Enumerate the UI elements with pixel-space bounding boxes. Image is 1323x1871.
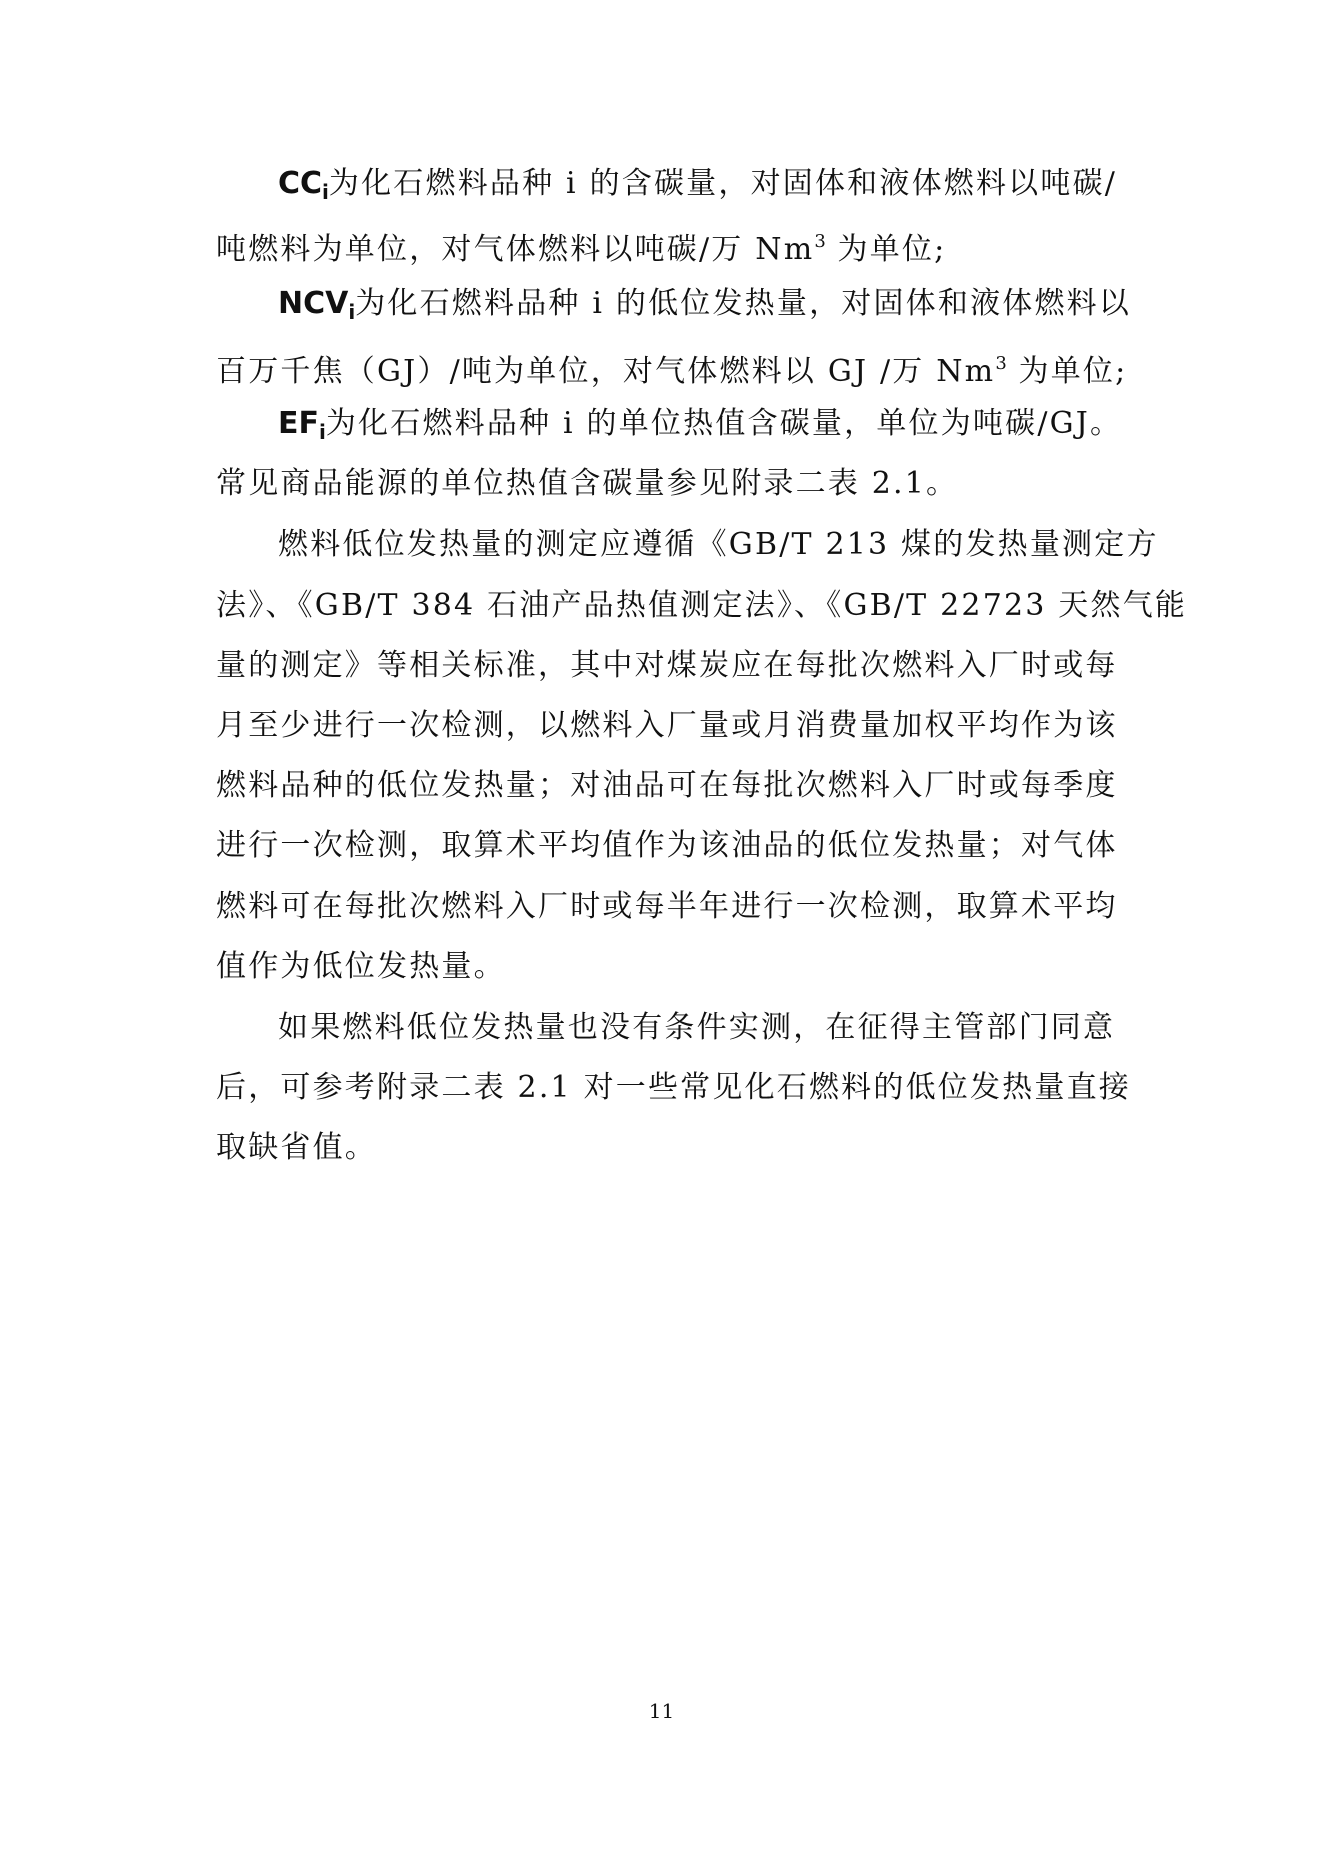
cc-symbol-subscript: i [322,180,329,204]
cc-definition-text-2: 吨燃料为单位，对气体燃料以吨碳/万 Nm [216,232,815,267]
ef-symbol-subscript: i [319,420,326,444]
cc-symbol [278,166,329,204]
standards-line-1 [278,523,1159,567]
default-value-text-1: 如果燃料低位发热量也没有条件实测，在征得主管部门同意 [278,1010,1116,1045]
standards-text-4: 月至少进行一次检测，以燃料入厂量或月消费量加权平均作为该 [216,708,1118,743]
standards-text-5: 燃料品种的低位发热量；对油品可在每批次燃料入厂时或每季度 [216,768,1118,803]
ef-definition-text-1: 为化石燃料品种 i 的单位热值含碳量，单位为吨碳/GJ。 [325,406,1123,441]
standards-text-8: 值作为低位发热量。 [216,949,506,984]
ef-definition-line-2 [216,462,1156,506]
cc-definition-text-1: 为化石燃料品种 i 的含碳量，对固体和液体燃料以吨碳/ [328,166,1118,201]
cc-definition-text-2-end: 为单位; [825,232,947,267]
ncv-definition-line-2 [216,342,1156,394]
ncv-definition-text-1: 为化石燃料品种 i 的低位发热量，对固体和液体燃料以 [355,286,1132,321]
ef-symbol-base: EF [278,406,319,441]
cc-symbol-base: CC [278,166,323,201]
standards-line-6 [216,824,1156,868]
ncv-symbol-subscript: i [348,300,356,324]
standards-line-4 [216,704,1156,748]
page-number: 11 [648,1699,675,1723]
default-value-line-2 [216,1066,1156,1110]
standards-text-7: 燃料可在每批次燃料入厂时或每半年进行一次检测，取算术平均 [216,889,1118,924]
default-value-text-2: 后，可参考附录二表 2.1 对一些常见化石燃料的低位发热量直接 [216,1070,1131,1105]
cc-unit-superscript: 3 [814,231,826,252]
default-value-line-3 [216,1126,1156,1170]
standards-line-3 [216,644,1156,688]
default-value-line-1 [278,1006,1156,1050]
ncv-symbol [278,286,356,324]
ncv-definition-line-1 [278,282,1156,334]
standards-text-6: 进行一次检测，取算术平均值作为该油品的低位发热量；对气体 [216,828,1118,863]
standards-line-7 [216,885,1156,929]
ef-definition-line-1 [278,402,1156,454]
ef-definition-text-2: 常见商品能源的单位热值含碳量参见附录二表 2.1。 [216,466,959,501]
cc-definition-line-2 [216,220,1156,272]
ncv-definition-text-2-end: 为单位; [1006,354,1128,389]
default-value-text-3: 取缺省值。 [216,1130,377,1165]
ncv-symbol-base: NCV [278,286,349,321]
standards-line-5 [216,764,1156,808]
ncv-definition-text-2: 百万千焦（GJ）/吨为单位，对气体燃料以 GJ /万 Nm [216,354,996,389]
standards-line-2 [216,584,1188,628]
ncv-unit-superscript: 3 [995,353,1007,374]
standards-text-3: 量的测定》等相关标准，其中对煤炭应在每批次燃料入厂时或每 [216,648,1118,683]
standards-text-1: 燃料低位发热量的测定应遵循《GB/T 213 煤的发热量测定方 [278,527,1159,562]
cc-definition-line-1 [278,162,1156,214]
standards-text-2: 法》、《GB/T 384 石油产品热值测定法》、《GB/T 22723 天然气能 [216,588,1188,623]
standards-line-8 [216,945,1156,989]
ef-symbol [278,406,326,444]
